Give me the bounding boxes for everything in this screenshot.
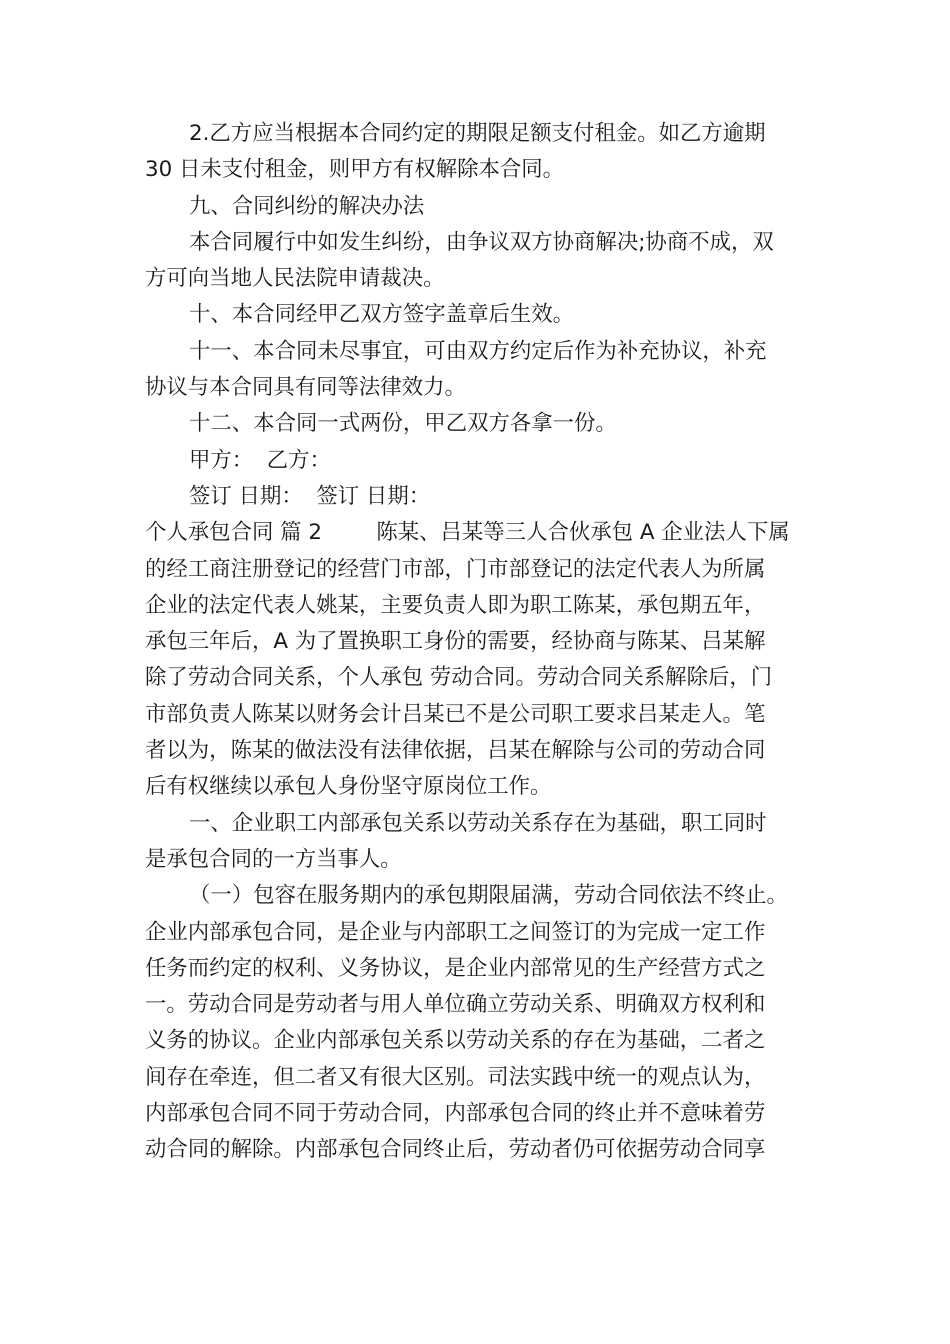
text-line: 一。劳动合同是劳动者与用人单位确立劳动关系、明确双方权利和 — [145, 992, 766, 1018]
text-line: 企业的法定代表人姚某，主要负责人即为职工陈某，承包期五年， — [145, 592, 766, 618]
text-line: 个人承包合同 篇 2 陈某、吕某等三人合伙承包 A 企业法人下属 — [145, 520, 790, 546]
text-line: 者以为，陈某的做法没有法律依据，吕某在解除与公司的劳动合同 — [145, 738, 766, 764]
text-line: 30 日未支付租金，则甲方有权解除本合同。 — [145, 157, 565, 183]
text-line: 间存在牵连，但二者又有很大区别。司法实践中统一的观点认为， — [145, 1064, 766, 1090]
text-line: 企业内部承包合同，是企业与内部职工之间签订的为完成一定工作 — [145, 919, 766, 945]
text-line: 市部负责人陈某以财务会计吕某已不是公司职工要求吕某走人。笔 — [145, 701, 766, 727]
document-body — [145, 116, 815, 1169]
text-line: 一、企业职工内部承包关系以劳动关系存在为基础，职工同时 — [189, 810, 767, 836]
text-line: 的经工商注册登记的经营门市部，门市部登记的法定代表人为所属 — [145, 556, 766, 582]
text-line: 动合同的解除。内部承包合同终止后，劳动者仍可依据劳动合同享 — [145, 1137, 766, 1163]
text-line: 内部承包合同不同于劳动合同，内部承包合同的终止并不意味着劳 — [145, 1101, 766, 1127]
text-line: 十、本合同经甲乙双方签字盖章后生效。 — [189, 302, 575, 328]
text-line: 签订 日期： 签订 日期： — [189, 483, 431, 509]
text-line: 是承包合同的一方当事人。 — [145, 846, 402, 872]
text-line: 十二、本合同一式两份，甲乙双方各拿一份。 — [189, 411, 617, 437]
text-line: 九、合同纠纷的解决办法 — [189, 193, 425, 219]
text-line: 甲方： 乙方： — [189, 447, 331, 473]
text-line: 后有权继续以承包人身份坚守原岗位工作。 — [145, 774, 552, 800]
text-line: （一）包容在服务期内的承包期限届满，劳动合同依法不终止。 — [189, 883, 788, 909]
text-line: 2.乙方应当根据本合同约定的期限足额支付租金。如乙方逾期 — [189, 121, 766, 146]
text-line: 义务的协议。企业内部承包关系以劳动关系的存在为基础，二者之 — [145, 1028, 766, 1054]
text-line: 十一、本合同未尽事宜，可由双方约定后作为补充协议，补充 — [189, 338, 767, 364]
text-line: 本合同履行中如发生纠纷，由争议双方协商解决;协商不成，双 — [189, 229, 774, 255]
text-line: 除了劳动合同关系，个人承包 劳动合同。劳动合同关系解除后，门 — [145, 665, 773, 691]
text-line: 任务而约定的权利、义务协议，是企业内部常见的生产经营方式之 — [145, 955, 766, 981]
text-line: 方可向当地人民法院申请裁决。 — [145, 266, 445, 292]
text-line: 承包三年后，A 为了置换职工身份的需要，经协商与陈某、吕某解 — [145, 629, 766, 655]
text-line: 协议与本合同具有同等法律效力。 — [145, 375, 466, 401]
